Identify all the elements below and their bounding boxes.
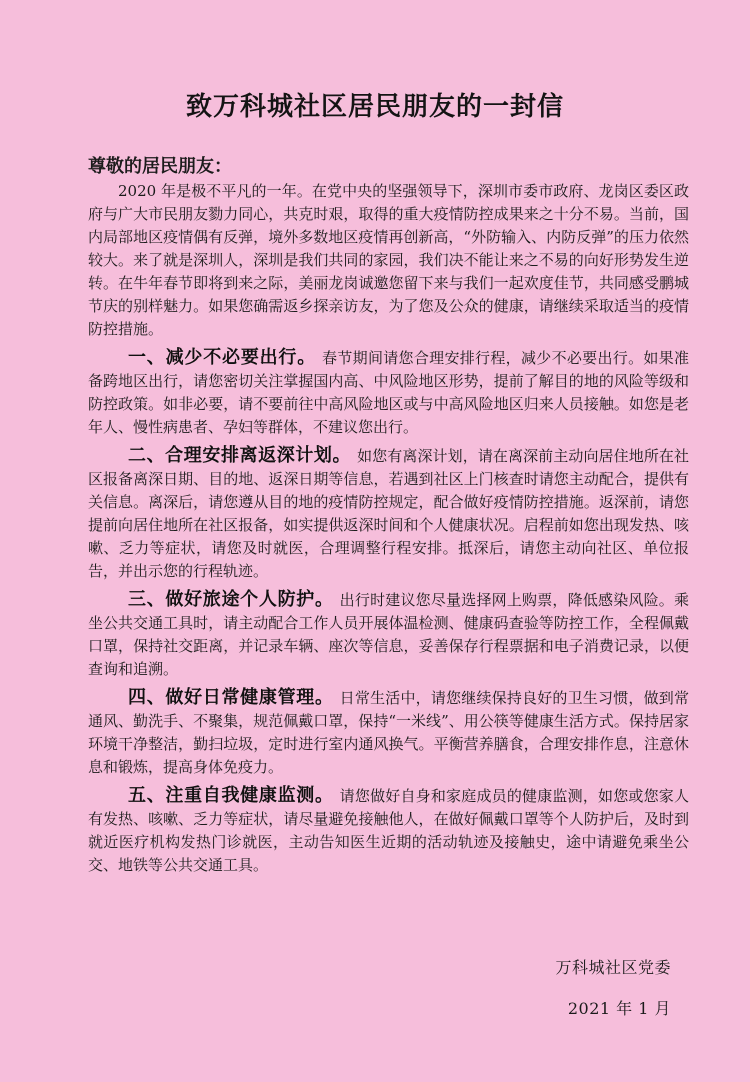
letter-body — [88, 180, 689, 877]
section-5-body: 请您做好自身和家庭成员的健康监测，如您或您家人有发热、咳嗽、乏力等症状，请尽量避免接触他人，在做好佩戴口罩等个人防护后，及时到就近医疗机构发热门诊就医，主动告知医生近期的活动轨迹及接触史，途中请避免乘坐公交、地铁等公共交通工具。 — [88, 787, 689, 874]
section-1-body: 春节期间请您合理安排行程，减少不必要出行。如果准备跨地区出行，请您密切关注掌握国内高、中风险地区形势，提前了解目的地的风险等级和防控政策。如非必要，请不要前往中高风险地区或与中高风险地区归来人员接触。如您是老年人、慢性病患者、孕妇等群体，不建议您出行。 — [88, 349, 689, 436]
intro-paragraph: 2020 年是极不平凡的一年。在党中央的坚强领导下，深圳市委市政府、龙岗区委区政府与广大市民朋友勠力同心，共克时艰，取得的重大疫情防控成果来之十分不易。当前，国内局部地区疫情偶有反弹，境外多数地区疫情再创新高，“外防输入、内防反弹”的压力依然较大。来了就是深圳人，深圳是我们共同的家园，我们决不能让来之不易的向好形势发生逆转。在牛年春节即将到来之际，美丽龙岗诚邀您留下来与我们一起欢度佳节，共同感受鹏城节庆的别样魅力。如果您确需返乡探亲访友，为了您及公众的健康，请继续采取适当的疫情防控措施。 — [88, 182, 689, 338]
salutation: 尊敬的居民朋友： — [88, 156, 232, 177]
section-4-title: 四、做好日常健康管理。 — [128, 687, 334, 708]
section-2 — [88, 444, 689, 583]
section-3 — [88, 588, 689, 681]
section-5 — [88, 784, 689, 877]
section-4 — [88, 686, 689, 779]
letter-title: 致万科城社区居民朋友的一封信 — [185, 92, 564, 122]
section-2-body: 如您有离深计划，请在离深前主动向居住地所在社区报备离深日期、目的地、返深日期等信息，若遇到社区上门核查时请您主动配合，提供有关信息。离深后，请您遵从目的地的疫情防控规定，配合做好疫情防控措施。返深前，请您提前向居住地所在社区报备，如实提供返深时间和个人健康状况。启程前如您出现发热、咳嗽、乏力等症状，请您及时就医，合理调整行程安排。抵深后，请您主动向社区、单位报告，并出示您的行程轨迹。 — [88, 447, 689, 580]
section-2-title: 二、合理安排离返深计划。 — [128, 445, 352, 466]
section-4-body: 日常生活中，请您继续保持良好的卫生习惯，做到常通风、勤洗手、不聚集，规范佩戴口罩，保持“一米线”、用公筷等健康生活方式。保持居家环境干净整洁，勤扫垃圾，定时进行室内通风换气。平衡营养膳食，合理安排作息，注意休息和锻炼，提高身体免疫力。 — [88, 689, 689, 776]
section-1 — [88, 346, 689, 439]
section-3-title: 三、做好旅途个人防护。 — [128, 589, 334, 610]
letter-date: 2021 年 1 月 — [567, 999, 671, 1018]
section-5-title: 五、注重自我健康监测。 — [128, 785, 334, 806]
signature: 万科城社区党委 — [555, 958, 671, 977]
section-3-body: 出行时建议您尽量选择网上购票，降低感染风险。乘坐公共交通工具时，请主动配合工作人员开展体温检测、健康码查验等防控工作，全程佩戴口罩，保持社交距离，并记录车辆、座次等信息，妥善保存行程票据和电子消费记录，以便查询和追溯。 — [88, 591, 689, 678]
section-1-title: 一、减少不必要出行。 — [128, 347, 317, 368]
